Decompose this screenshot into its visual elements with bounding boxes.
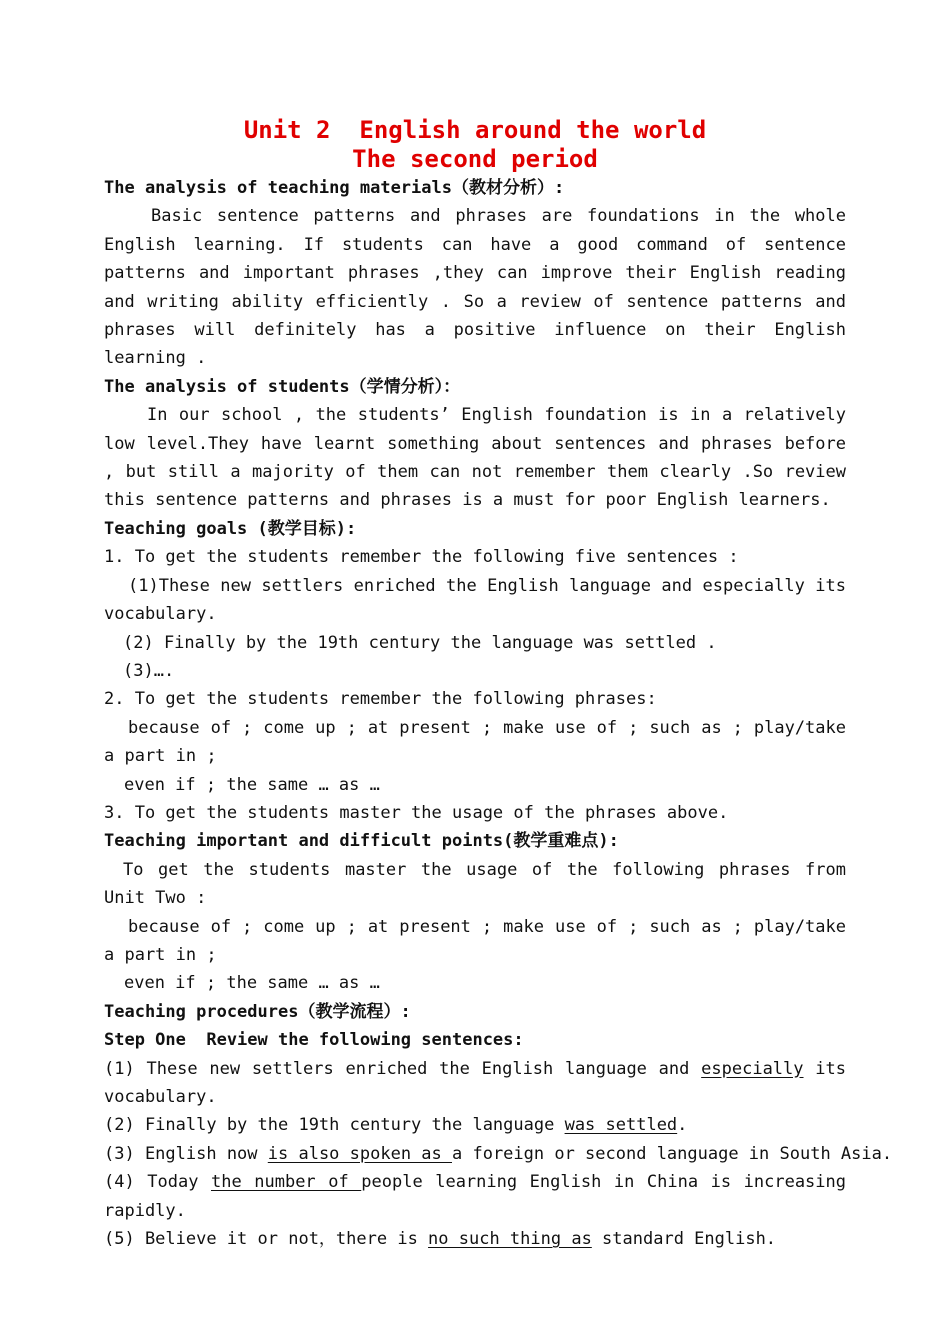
document-title xyxy=(104,116,846,174)
procedures-heading: Teaching procedures（教学流程）: xyxy=(104,1001,411,1022)
goals-heading: Teaching goals (教学目标): xyxy=(104,518,357,539)
points-phrases-1: because of ; come up ; at present ; make use of ; such as ; play/take a part in ; xyxy=(104,916,846,965)
underlined-phrase: no such thing as xyxy=(428,1229,592,1250)
review-sentence-4 xyxy=(104,1168,846,1225)
review-sentence-5 xyxy=(104,1225,846,1253)
goal-1-sentence-3: (3)…. xyxy=(123,660,175,681)
points-phrases-2: even if ; the same … as … xyxy=(124,973,380,994)
title-line-2: The second period xyxy=(352,145,598,173)
materials-heading: The analysis of teaching materials（教材分析）: xyxy=(104,178,565,198)
underlined-phrase: is also spoken as xyxy=(267,1143,452,1164)
step-one-heading: Step One Review the following sentences: xyxy=(104,1030,524,1051)
sentence-text: (4) Today xyxy=(104,1172,211,1193)
students-heading: The analysis of students（学情分析）： xyxy=(104,376,461,397)
sentence-text: people learning English in China is increasing rapidly. xyxy=(104,1172,846,1221)
sentence-text: (3) English now xyxy=(104,1143,268,1164)
sentence-text: its vocabulary. xyxy=(104,1058,846,1107)
document-page xyxy=(104,116,893,1253)
review-sentence-3 xyxy=(104,1140,893,1168)
sentence-text: . xyxy=(677,1115,688,1136)
goal-1: 1. To get the students remember the following five sentences : xyxy=(104,547,739,568)
goal-2-phrases-2: even if ; the same … as … xyxy=(124,774,380,795)
goal-3: 3. To get the students master the usage of the phrases above. xyxy=(104,802,729,823)
materials-paragraph: Basic sentence patterns and phrases are foundations in the whole English learning. If students can have a good command of sentence patterns and important phrases ,they can improve their English reading and writing ability efficiently . So a review of sentence patterns and phrases will definitely has a positive influence on their English learning . xyxy=(104,206,846,369)
sentence-text: a foreign or second language in South Asia. xyxy=(452,1143,893,1164)
points-paragraph: To get the students master the usage of the following phrases from Unit Two : xyxy=(104,859,846,909)
title-line-1: Unit 2 English around the world xyxy=(243,116,707,144)
students-paragraph: In our school , the students’ English foundation is in a relatively low level.They have learnt something about sentences and phrases before , but still a majority of them can not remember them clearly .So review this sentence patterns and phrases is a must for poor English learners. xyxy=(104,405,846,511)
underlined-phrase: especially xyxy=(701,1058,804,1079)
goal-2-phrases-1: because of ; come up ; at present ; make use of ; such as ; play/take a part in ; xyxy=(104,717,846,767)
sentence-text: standard English. xyxy=(591,1229,777,1250)
review-sentence-1 xyxy=(104,1055,846,1112)
sentence-text: (1) These new settlers enriched the English language and xyxy=(104,1058,702,1079)
points-heading: Teaching important and difficult points(教学重难点): xyxy=(104,831,619,852)
sentence-text: (2) Finally by the 19th century the language xyxy=(104,1115,565,1136)
goal-1-sentence-1: (1)These new settlers enriched the English language and especially its vocabulary. xyxy=(104,575,846,625)
goal-1-sentence-2: (2) Finally by the 19th century the language was settled . xyxy=(123,632,717,653)
review-sentence-2 xyxy=(104,1111,846,1139)
sentence-text: (5) Believe it or not，there is xyxy=(104,1229,429,1250)
underlined-phrase: was settled xyxy=(564,1115,678,1136)
goal-2: 2. To get the students remember the following phrases: xyxy=(104,689,657,710)
underlined-phrase: the number of xyxy=(211,1172,362,1193)
